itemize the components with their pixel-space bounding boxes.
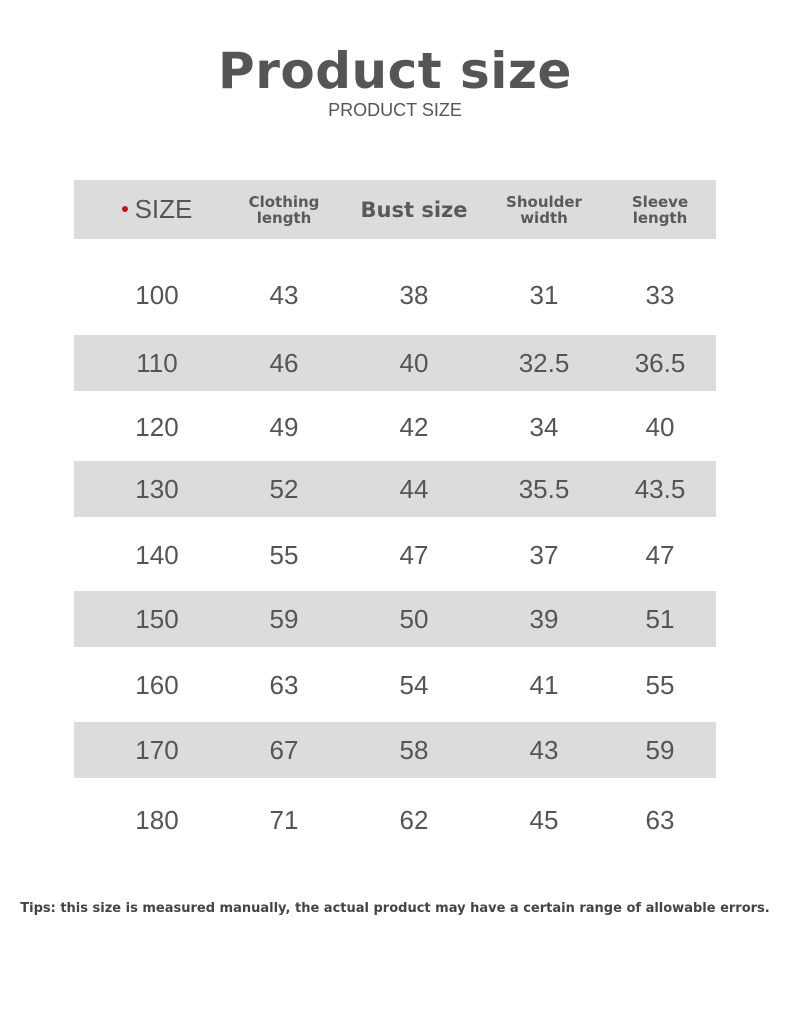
- header-bust-size: [350, 180, 478, 239]
- cell-size: 120: [135, 411, 179, 442]
- header-size-label: SIZE: [134, 194, 193, 224]
- cell-size: 160: [135, 669, 179, 700]
- cell-bust-size: 40: [399, 347, 429, 378]
- page-subtitle: PRODUCT SIZE: [328, 100, 462, 120]
- table-header: [74, 180, 716, 239]
- table-row: [74, 267, 716, 323]
- cell-sleeve-length: 40: [645, 411, 675, 442]
- header-sleeve-length: [600, 180, 720, 239]
- cell-clothing-length: 49: [269, 411, 299, 442]
- cell-size: 180: [135, 804, 179, 835]
- red-dot-icon: [122, 206, 128, 212]
- header-sleeve-length-line2: length: [632, 208, 688, 227]
- table-row: [74, 792, 716, 848]
- cell-shoulder-width: 31: [529, 279, 559, 310]
- cell-shoulder-width: 41: [529, 669, 559, 700]
- cell-bust-size: 50: [399, 603, 429, 634]
- cell-clothing-length: 46: [269, 347, 299, 378]
- cell-sleeve-length: 47: [645, 539, 675, 570]
- cell-shoulder-width: 45: [529, 804, 559, 835]
- cell-sleeve-length: 59: [645, 734, 675, 765]
- cell-size: 140: [135, 539, 179, 570]
- cell-bust-size: 47: [399, 539, 429, 570]
- cell-shoulder-width: 32.5: [518, 347, 570, 378]
- cell-sleeve-length: 55: [645, 669, 675, 700]
- header-size: [74, 180, 240, 239]
- header-clothing-length-line1: Clothing: [248, 192, 320, 211]
- cell-clothing-length: 55: [269, 539, 299, 570]
- cell-clothing-length: 63: [269, 669, 299, 700]
- cell-clothing-length: 71: [269, 804, 299, 835]
- cell-clothing-length: 43: [269, 279, 299, 310]
- cell-shoulder-width: 34: [529, 411, 559, 442]
- cell-size: 100: [135, 279, 179, 310]
- header-bust-size-label: Bust size: [360, 197, 468, 222]
- cell-sleeve-length: 63: [645, 804, 675, 835]
- cell-bust-size: 62: [399, 804, 429, 835]
- cell-shoulder-width: 37: [529, 539, 559, 570]
- cell-clothing-length: 59: [269, 603, 299, 634]
- cell-bust-size: 54: [399, 669, 429, 700]
- cell-clothing-length: 67: [269, 734, 299, 765]
- cell-shoulder-width: 39: [529, 603, 559, 634]
- cell-sleeve-length: 43.5: [634, 473, 686, 504]
- cell-bust-size: 38: [399, 279, 429, 310]
- header-shoulder-width-line1: Shoulder: [506, 192, 582, 211]
- cell-shoulder-width: 35.5: [518, 473, 570, 504]
- header-sleeve-length-line1: Sleeve: [631, 192, 689, 211]
- cell-sleeve-length: 51: [645, 603, 675, 634]
- cell-clothing-length: 52: [269, 473, 299, 504]
- cell-size: 150: [135, 603, 179, 634]
- table-row: [74, 461, 716, 517]
- cell-size: 130: [135, 473, 179, 504]
- cell-size: 110: [136, 347, 178, 378]
- cell-bust-size: 58: [399, 734, 429, 765]
- table-row: [74, 399, 716, 455]
- table-row: [74, 657, 716, 713]
- page-title: Product size: [218, 42, 572, 100]
- cell-bust-size: 44: [399, 473, 429, 504]
- cell-sleeve-length: 36.5: [634, 347, 686, 378]
- header-clothing-length: [220, 180, 348, 239]
- cell-size: 170: [135, 734, 179, 765]
- table-row: [74, 591, 716, 647]
- table-row: [74, 527, 716, 583]
- table-row: [74, 722, 716, 778]
- table-row: [74, 335, 716, 391]
- cell-bust-size: 42: [399, 411, 429, 442]
- header-shoulder-width: [480, 180, 608, 239]
- cell-sleeve-length: 33: [645, 279, 675, 310]
- tips-note: Tips: this size is measured manually, the actual product may have a certain range of allowable errors.: [20, 901, 770, 916]
- header-clothing-length-line2: length: [256, 208, 312, 227]
- header-shoulder-width-line2: width: [520, 208, 568, 227]
- cell-shoulder-width: 43: [529, 734, 559, 765]
